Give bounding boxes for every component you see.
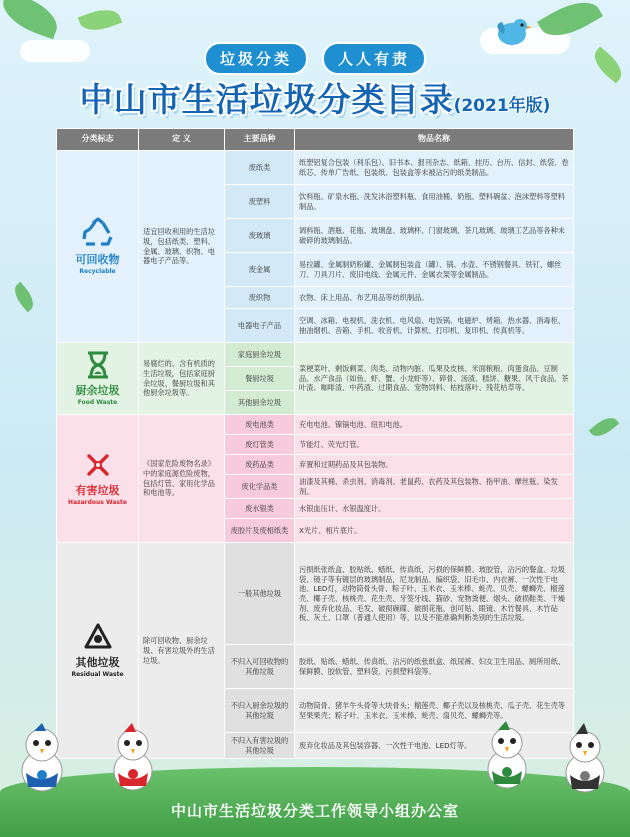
category-name: 其他垃圾 <box>75 656 120 670</box>
footer-organization: 中山市生活垃圾分类工作领导小组办公室 <box>170 802 459 820</box>
category-en: Residual Waste <box>71 671 124 679</box>
item-desc: 饮料瓶、矿泉水瓶、洗发沐浴塑料瓶、食用油桶、奶瓶、塑料碗盆、泡沫塑料等塑料制品。 <box>295 185 574 219</box>
item-desc: 弃置和过期药品及其包装物。 <box>295 455 574 475</box>
leaf-icon <box>0 0 63 39</box>
item-type: 废金属 <box>225 253 295 287</box>
item-type: 家庭厨余垃圾 <box>225 343 295 367</box>
hazardous-icon <box>83 450 113 480</box>
item-desc: 空调、冰箱、电视机、洗衣机、电风扇、电饭锅、电磁炉、烤箱、热水器、消毒柜、抽油烟机、音箱、手机、收音机、计算机、打印机、复印机、传真机等。 <box>295 309 574 343</box>
item-desc: 水银血压计、水银温度计。 <box>295 499 574 519</box>
item-type: 废电池类 <box>225 415 295 435</box>
category-definition: 适宜回收利用的生活垃圾，包括纸类、塑料、金属、玻璃、织物、电器电子产品等。 <box>139 151 225 343</box>
table-row <box>57 343 574 367</box>
item-desc: 胶纸、贴纸、蜡纸、传真纸、沾污的纸张纸盒、纸尿裤、妇女卫生用品、厕所用纸、保鲜膜、胶软管、塑料袋、污损塑料袋等。 <box>295 645 574 689</box>
item-desc: 菜梗菜叶、剩饭剩菜、肉类、动物内脏、瓜果及皮核、米面粮粮、肉蛋食品、豆制品、水产食品（如鱼、虾、蟹、小龙虾等）、碎骨、汤渣、糕饼、糖果、风干食品、茶叶渣、咖啡渣、中药渣、过期食品、宠物饲料、枯枝落叶、残花枯草等。 <box>295 343 574 415</box>
item-type: 不归入可回收物的其他垃圾 <box>225 645 295 689</box>
slogan-bar <box>0 42 630 75</box>
item-type: 废织物 <box>225 287 295 309</box>
item-desc: 废弃化妆品及其包装容器、一次性干电池、LED灯等。 <box>295 733 574 759</box>
category-food <box>57 343 139 415</box>
item-type: 餐厨垃圾 <box>225 367 295 391</box>
slogan-pill: 垃圾分类 <box>204 42 308 75</box>
category-name: 可回收物 <box>75 253 120 267</box>
item-type: 废水银类 <box>225 499 295 519</box>
item-type: 不归入厨余垃圾的其他垃圾 <box>225 689 295 733</box>
item-desc: 污损纸张纸盒、胶贴纸、蜡纸、传真纸，污损的保鲜膜、玻胶管，沾污的餐盒、垃圾袋、镜子等有镀层的玻璃制品，尼龙制品、编织袋、旧毛巾、内衣裤、一次性干电池、LED灯，动物筒骨头骨、粽子叶、玉米衣、玉米棒、蚝壳、贝壳、螺蛳壳、榴莲壳、椰子壳、核桃壳、花生壳、牙签牙线、猫砂、宠物粪便、烟头、破损鞋类、干燥剂、废弃化妆品、毛发、破损碗碟、破损花瓶、创可贴、眼镜、木竹餐具、木竹砧板、灰土、口罩（普通人使用）等，以及不能准确判断类别的生活垃圾。 <box>295 543 574 645</box>
food-waste-icon <box>85 350 111 380</box>
item-desc: 节能灯、荧光灯管。 <box>295 435 574 455</box>
item-type: 电器电子产品 <box>225 309 295 343</box>
item-type: 一般其他垃圾 <box>225 543 295 645</box>
leaf-icon <box>10 282 39 312</box>
item-type: 不归入有害垃圾的其他垃圾 <box>225 733 295 759</box>
category-definition: 易腐烂的、含有机质的生活垃圾，包括家庭厨余垃圾、餐厨垃圾和其他厨余垃圾等。 <box>139 343 225 415</box>
item-type: 废塑料 <box>225 185 295 219</box>
classification-table <box>56 128 574 759</box>
residual-icon <box>83 622 113 652</box>
item-desc: 调料瓶、酒瓶、花瓶、玻璃盘、玻璃杯、门窗玻璃、茶几玻璃、玻璃工艺品等各种未破碎的玻璃制品。 <box>295 219 574 253</box>
category-en: Food Waste <box>77 398 118 406</box>
title-year: (2021年版) <box>453 96 551 116</box>
item-type: 废药品类 <box>225 455 295 475</box>
recycle-icon <box>81 217 115 249</box>
item-type: 废玻璃 <box>225 219 295 253</box>
bird-mascot-icon <box>12 723 72 795</box>
header-cell: 主要品种 <box>225 129 295 151</box>
item-desc: 油漆及其桶、杀虫剂、消毒剂、老鼠药、农药及其包装物、指甲油、摩丝瓶、染发剂。 <box>295 475 574 499</box>
leaf-icon <box>589 413 619 442</box>
table-header-row <box>57 129 574 151</box>
header-cell: 物品名称 <box>295 129 574 151</box>
bird-mascot-icon <box>478 721 536 791</box>
category-en: Hazardous Waste <box>68 499 127 507</box>
category-name: 有害垃圾 <box>75 484 120 498</box>
category-hazardous <box>57 415 139 543</box>
category-en: Recyclable <box>79 267 116 275</box>
item-desc: 易拉罐、金属制奶粉罐、金属制包装盒（罐）、锅、水壶、不锈钢餐具、铁钉、螺丝刀、刀具刀片、废旧电线、金属元件、金属衣架等金属制品。 <box>295 253 574 287</box>
item-type: 废灯管类 <box>225 435 295 455</box>
title-main: 中山市生活垃圾分类目录 <box>79 80 454 119</box>
item-type: 废胶片及废相纸类 <box>225 519 295 543</box>
bird-mascot-icon <box>104 723 162 793</box>
category-definition: 《国家危险废物名录》中的家庭源危险废物，包括灯管、家用化学品和电池等。 <box>139 415 225 543</box>
category-definition: 除可回收物、厨余垃圾、有害垃圾外的生活垃圾。 <box>139 543 225 759</box>
item-type: 废化学品类 <box>225 475 295 499</box>
header-cell: 定 义 <box>139 129 225 151</box>
table-row <box>57 415 574 435</box>
category-name: 厨余垃圾 <box>75 384 120 398</box>
leaf-icon <box>78 4 122 36</box>
item-desc: 动物筒骨、猪羊牛头骨等大块骨头；榴莲壳、椰子壳以及核桃壳、瓜子壳、花生壳等坚果果壳；粽子叶、玉米衣、玉米棒、蚝壳、扇贝壳、螺蛳壳等。 <box>295 689 574 733</box>
bird-mascot-icon <box>556 723 614 795</box>
header-cell: 分类标志 <box>57 129 139 151</box>
table-row <box>57 543 574 645</box>
category-recyclable <box>57 151 139 343</box>
slogan-pill: 人人有责 <box>322 42 426 75</box>
item-desc: 衣物、床上用品、布艺用品等纺织制品。 <box>295 287 574 309</box>
item-type: 废纸类 <box>225 151 295 185</box>
item-desc: X光片、相片底片。 <box>295 519 574 543</box>
table-row <box>57 151 574 185</box>
item-type: 其他厨余垃圾 <box>225 391 295 415</box>
page-title <box>0 74 630 121</box>
item-desc: 纸塑铝复合包装（利乐包）、旧书本、报刊杂志、纸箱、挂历、台历、信封、纸袋、卷纸芯、传单广告纸、包装纸、包装盒等未被沾污的纸类制品。 <box>295 151 574 185</box>
item-desc: 充电电池、镍镉电池、纽扣电池。 <box>295 415 574 435</box>
